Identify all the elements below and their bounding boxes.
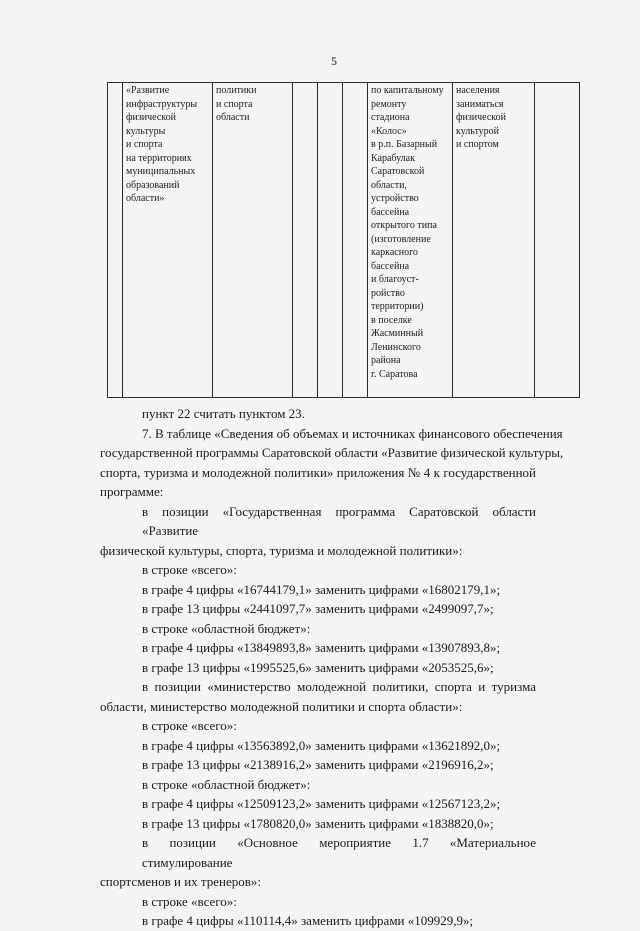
cell-line: области,: [371, 179, 407, 191]
table-cell-executor: [213, 83, 293, 398]
paragraph: 7. В таблице «Сведения об объемах и источниках финансового обеспечения: [142, 425, 563, 441]
paragraph: в графе 13 цифры «2138916,2» заменить цифрами «2196916,2»;: [142, 757, 494, 772]
table-cell-empty: [343, 83, 368, 398]
paragraph: спортсменов и их тренеров»:: [100, 874, 262, 889]
paragraph: в строке «областной бюджет»:: [142, 776, 311, 792]
cell-line: инфраструктуры: [126, 98, 198, 110]
paragraph: в графе 13 цифры «2441097,7» заменить цифрами «2499097,7»;: [142, 601, 494, 616]
cell-line: муниципальных: [126, 166, 196, 177]
cell-line: района: [371, 355, 401, 366]
document-body: [100, 404, 564, 931]
table-cell-empty: [535, 83, 580, 398]
cell-line: бассейна: [371, 206, 410, 218]
paragraph: в графе 4 цифры «12509123,2» заменить цифрами «12567123,2»;: [142, 796, 501, 811]
cell-line: каркасного: [371, 247, 418, 258]
paragraph: в позиции «министерство молодежной политики, спорта и туризма: [142, 679, 536, 694]
cell-line: бассейна: [371, 260, 410, 272]
paragraph: в графе 4 цифры «13563892,0» заменить цифрами «13621892,0»;: [142, 737, 501, 753]
cell-line: по капитальному: [371, 85, 444, 96]
cell-line: и спортом: [456, 139, 499, 150]
paragraph: программе:: [100, 484, 164, 499]
cell-line: физической: [456, 112, 506, 123]
cell-line: «Колос»: [371, 125, 407, 137]
cell-line: (изготовление: [371, 233, 431, 245]
cell-line: Саратовской: [371, 166, 425, 177]
table-cell-empty: [108, 83, 123, 398]
cell-line: населения: [456, 85, 500, 96]
paragraph: в строке «областной бюджет»:: [142, 620, 311, 636]
table-cell-activity: [368, 83, 453, 398]
cell-line: культурой: [456, 125, 500, 137]
paragraph: спорта, туризма и молодежной политики» приложения № 4 к государственной: [100, 464, 536, 480]
paragraph: физической культуры, спорта, туризма и молодежной политики»:: [100, 542, 463, 558]
table-cell-indicator: [453, 83, 535, 398]
continuation-table: [107, 82, 580, 398]
table-cell-goal: [123, 83, 213, 398]
cell-line: открытого типа: [371, 220, 437, 231]
cell-line: и спорта: [126, 139, 163, 150]
paragraph: в строке «всего»:: [142, 562, 237, 577]
page-number: 5: [331, 54, 337, 68]
table-cell-empty: [318, 83, 343, 398]
paragraph: в позиции «Основное мероприятие 1.7 «Материальное стимулирование: [142, 835, 536, 870]
cell-line: в поселке: [371, 314, 412, 326]
paragraph: в графе 13 цифры «1995525,6» заменить цифрами «2053525,6»;: [142, 659, 494, 675]
paragraph: в графе 4 цифры «16744179,1» заменить цифрами «16802179,1»;: [142, 581, 501, 597]
cell-line: в р.п. Базарный: [371, 139, 438, 150]
paragraph: в строке «всего»:: [142, 893, 237, 909]
paragraph: в графе 4 цифры «13849893,8» заменить цифрами «13907893,8»;: [142, 640, 501, 655]
paragraph: в графе 4 цифры «110114,4» заменить цифрами «109929,9»;: [142, 913, 474, 928]
cell-line: культуры: [126, 125, 166, 137]
cell-line: образований: [126, 179, 180, 191]
cell-line: территории): [371, 301, 424, 312]
cell-line: ремонту: [371, 98, 407, 110]
table-cell-empty: [293, 83, 318, 398]
cell-line: политики: [216, 85, 257, 96]
paragraph: в строке «всего»:: [142, 718, 237, 733]
cell-line: «Развитие: [126, 85, 170, 96]
paragraph: пункт 22 считать пунктом 23.: [142, 406, 305, 421]
cell-line: области: [216, 112, 250, 123]
cell-line: на территориях: [126, 152, 192, 164]
paragraph: государственной программы Саратовской области «Развитие физической культуры,: [100, 445, 564, 460]
cell-line: г. Саратова: [371, 368, 418, 380]
cell-line: физической: [126, 112, 176, 123]
cell-line: Карабулак: [371, 152, 415, 164]
paragraph: области, министерство молодежной политики и спорта области»:: [100, 698, 463, 714]
cell-line: области»: [126, 193, 165, 204]
cell-line: заниматься: [456, 98, 504, 110]
cell-line: и спорта: [216, 98, 253, 110]
cell-line: ройство: [371, 287, 405, 299]
cell-line: и благоуст-: [371, 274, 419, 285]
table-row: [108, 83, 580, 398]
cell-line: Жасминный: [371, 328, 424, 339]
cell-line: Ленинского: [371, 341, 421, 353]
paragraph: в графе 13 цифры «1780820,0» заменить цифрами «1838820,0»;: [142, 815, 494, 831]
cell-line: устройство: [371, 193, 419, 204]
cell-line: стадиона: [371, 112, 410, 123]
paragraph: в позиции «Государственная программа Саратовской области «Развитие: [142, 503, 536, 538]
